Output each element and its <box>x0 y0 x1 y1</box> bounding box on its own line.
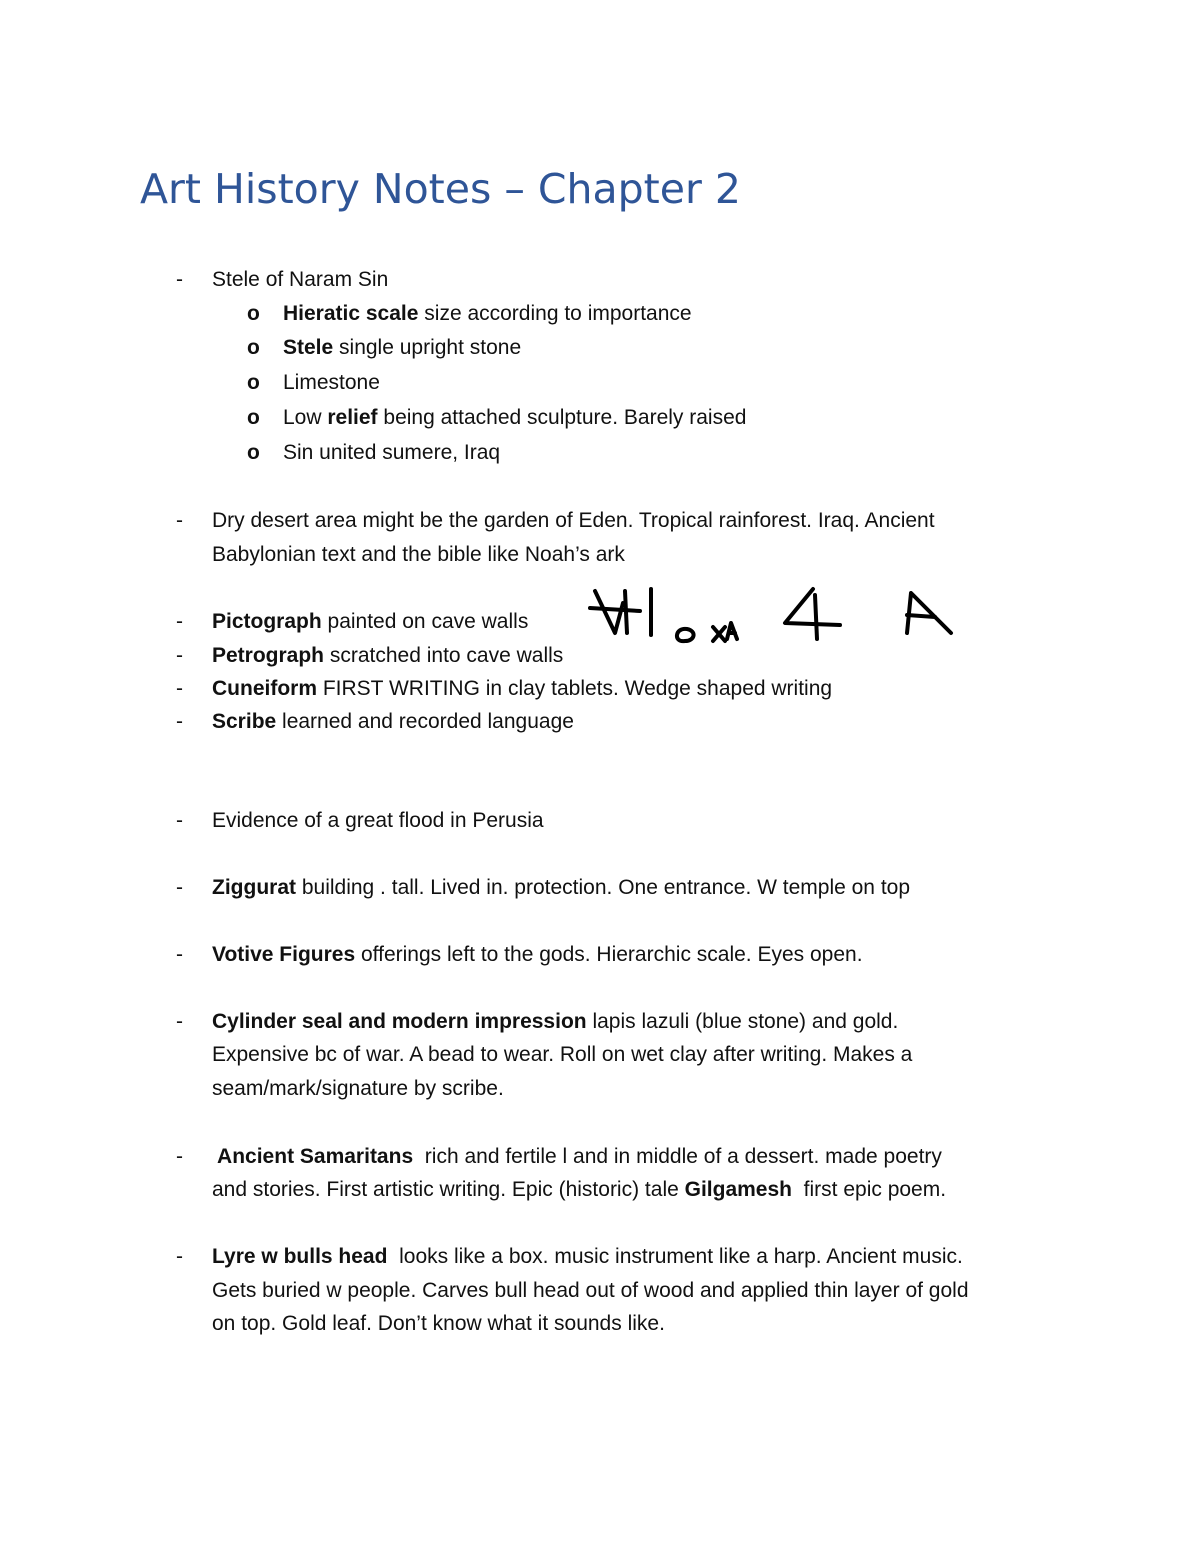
dash-bullet: - <box>176 876 183 899</box>
sketch-stroke <box>590 608 640 611</box>
dash-bullet: - <box>176 644 183 667</box>
sketch-stroke <box>815 595 817 639</box>
term-bold: Hieratic scale <box>283 302 419 325</box>
list-item-text <box>212 938 863 972</box>
term-description: lapis lazuli (blue stone) and gold. <box>586 1010 899 1033</box>
sketch-stroke <box>677 629 694 641</box>
dash-bullet: - <box>176 1145 183 1168</box>
sketch-stroke <box>595 591 623 633</box>
list-item-text: Evidence of a great flood in Perusia <box>212 809 544 832</box>
term-bold: Ziggurat <box>212 876 296 899</box>
term-bold: Cylinder seal and modern impression <box>212 1010 587 1033</box>
list-item-text <box>212 1005 898 1039</box>
sub-item-text <box>283 297 692 331</box>
term-bold: Scribe <box>212 710 277 733</box>
term-bold: Pictograph <box>212 610 322 633</box>
dash-bullet: - <box>176 1010 183 1033</box>
list-item-text: Babylonian text and the bible like Noah’s ark <box>212 543 625 566</box>
term-description: learned and recorded language <box>276 710 574 733</box>
list-item-text <box>212 1240 963 1274</box>
dash-bullet: - <box>176 509 183 532</box>
list-item-text <box>212 605 528 639</box>
list-item-text <box>212 871 910 905</box>
handwritten-symbols-sketch <box>585 583 965 653</box>
dash-bullet: - <box>176 677 183 700</box>
dash-bullet: - <box>176 268 183 291</box>
dash-bullet: - <box>176 809 183 832</box>
circle-bullet: o <box>247 336 260 359</box>
dash-bullet: - <box>176 610 183 633</box>
list-item-text <box>212 1140 942 1174</box>
term-description: being attached sculpture. Barely raised <box>377 406 747 429</box>
term-description: first epic poem. <box>792 1178 947 1201</box>
sketch-stroke <box>785 589 840 625</box>
term-description: FIRST WRITING in clay tablets. Wedge shaped writing <box>317 677 833 700</box>
circle-bullet: o <box>247 302 260 325</box>
term-description: painted on cave walls <box>321 610 529 633</box>
list-item-text: Gets buried w people. Carves bull head out of wood and applied thin layer of gold <box>212 1279 969 1302</box>
page-title: Art History Notes – Chapter 2 <box>140 165 741 213</box>
term-description: rich and fertile l and in middle of a dessert. made poetry <box>413 1145 942 1168</box>
term-bold: Petrograph <box>212 644 325 667</box>
sketch-stroke <box>727 623 737 639</box>
term-description: building . tall. Lived in. protection. One entrance. W temple on top <box>296 876 911 899</box>
term-bold: relief <box>327 406 378 429</box>
dash-bullet: - <box>176 1245 183 1268</box>
list-item-text: Dry desert area might be the garden of Eden. Tropical rainforest. Iraq. Ancient <box>212 509 935 532</box>
dash-bullet: - <box>176 943 183 966</box>
list-item-text: seam/mark/signature by scribe. <box>212 1077 504 1100</box>
list-item-text: on top. Gold leaf. Don’t know what it sounds like. <box>212 1312 665 1335</box>
sub-item-text <box>283 331 521 365</box>
sub-item-text: Sin united sumere, Iraq <box>283 441 501 464</box>
circle-bullet: o <box>247 406 260 429</box>
term-description: scratched into cave walls <box>324 644 564 667</box>
term-description: size according to importance <box>418 302 692 325</box>
list-item-text <box>212 672 832 706</box>
term-description: single upright stone <box>333 336 522 359</box>
list-item-text: Expensive bc of war. A bead to wear. Roll on wet clay after writing. Makes a <box>212 1043 913 1066</box>
term-bold: Ancient Samaritans <box>212 1145 414 1168</box>
list-item-text: Stele of Naram Sin <box>212 268 389 291</box>
term-prefix: Low <box>283 406 328 429</box>
term-bold: Cuneiform <box>212 677 317 700</box>
term-description: looks like a box. music instrument like a harp. Ancient music. <box>387 1245 963 1268</box>
sketch-stroke <box>907 615 935 617</box>
term-prefix: and stories. First artistic writing. Epic (historic) tale <box>212 1178 685 1201</box>
list-item-text <box>212 705 574 739</box>
dash-bullet: - <box>176 710 183 733</box>
term-bold: Gilgamesh <box>684 1178 792 1201</box>
sub-item-text <box>283 401 746 435</box>
term-bold: Votive Figures <box>212 943 356 966</box>
sketch-stroke <box>625 591 627 633</box>
circle-bullet: o <box>247 371 260 394</box>
term-description: offerings left to the gods. Hierarchic scale. Eyes open. <box>355 943 863 966</box>
sketch-stroke <box>907 593 951 633</box>
sketch-stroke <box>713 627 725 641</box>
sub-item-text: Limestone <box>283 371 380 394</box>
term-bold: Lyre w bulls head <box>212 1245 388 1268</box>
circle-bullet: o <box>247 441 260 464</box>
list-item-text <box>212 639 563 673</box>
list-item-text <box>212 1173 946 1207</box>
term-bold: Stele <box>283 336 334 359</box>
